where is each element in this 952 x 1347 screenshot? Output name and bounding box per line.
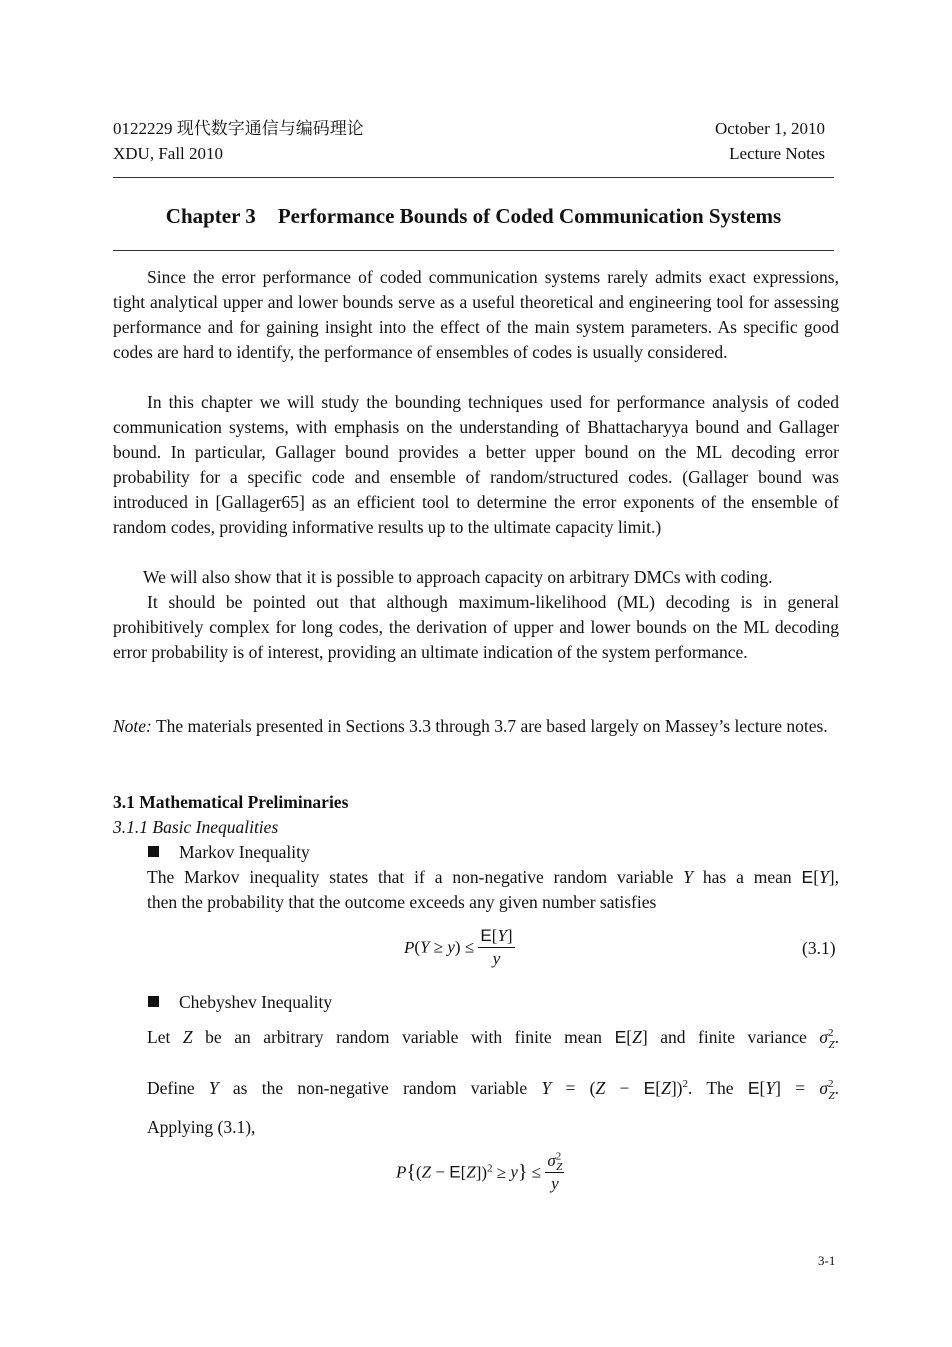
- markov-equation: P(Y ≥ y) ≤ $\frac{E[Y]}{y}$: [404, 926, 513, 968]
- chebyshev-line-2: Define Y as the non-negative random variable $Y = (Z - E[Z])^2$. The $E[Y] = \sigma^2_Z$.: [147, 1078, 839, 1102]
- note-text: The materials presented in Sections 3.3 through 3.7 are based largely on Massey’s lecture notes.: [151, 716, 828, 736]
- bullet-markov: [148, 840, 310, 865]
- markov-line-1: The Markov inequality states that if a non-negative random variable Y has a mean E[Y],: [147, 867, 839, 887]
- chebyshev-line-1: Let Z be an arbitrary random variable with finite mean E[Z] and finite variance $\sigma^2_Z$.: [147, 1027, 839, 1051]
- intro-paragraph-4: It should be pointed out that although maximum-likelihood (ML) decoding is in general prohibitively complex for long codes, the derivation of upper and lower bounds on the ML decoding error probability is of interest, providing an ultimate indication of the system performance.: [113, 592, 839, 662]
- intro-paragraph-3: We will also show that it is possible to approach capacity on arbitrary DMCs with coding.: [143, 567, 773, 587]
- course-code: 0122229 现代数字通信与编码理论: [113, 119, 364, 138]
- intro-paragraph-1: Since the error performance of coded communication systems rarely admits exact expressions, tight analytical upper and lower bounds serve as a useful theoretical and engineering tool for assessing performance and for gaining insight into the effect of the main system parameters. As specific good codes are hard to identify, the performance of ensembles of codes is usually considered.: [113, 267, 839, 362]
- lecture-date: October 1, 2010: [714, 119, 825, 138]
- markov-heading: Markov Inequality: [179, 842, 310, 862]
- square-bullet-icon: [148, 996, 159, 1007]
- doc-type: Lecture Notes: [729, 144, 825, 163]
- note-label: Note:: [113, 716, 152, 736]
- page-number: 3-1: [818, 1253, 836, 1268]
- chebyshev-line-3: Applying (3.1),: [147, 1117, 256, 1137]
- square-bullet-icon: [148, 846, 159, 857]
- note-paragraph: [113, 714, 839, 739]
- equation-number: (3.1): [802, 938, 836, 958]
- chapter-title: [113, 202, 834, 230]
- intro-paragraph-2: In this chapter we will study the bounding techniques used for performance analysis of coded communication systems, with emphasis on the understanding of Bhattacharyya bound and Gallager bound. In particular, Gallager bound provides a better upper bound on the ML decoding error probability for a specific code and ensemble of random/structured codes. (Gallager bound was introduced in [Gallager65] as an efficient tool to determine the error exponents of the ensemble of random codes, providing informative results up to the ultimate capacity limit.): [113, 392, 839, 537]
- chapter-rule: [113, 250, 834, 251]
- markov-line-2: then the probability that the outcome exceeds any given number satisfies: [147, 892, 657, 912]
- chapter-number: Chapter 3: [165, 204, 256, 228]
- bullet-chebyshev: [148, 990, 332, 1015]
- chebyshev-equation: $P\{(Z - E[Z])^2 \ge y\}$ ≤ $\frac{\sigma^2_Z}{y}$: [396, 1150, 563, 1193]
- chapter-name: Performance Bounds of Coded Communication Systems: [277, 204, 782, 228]
- section-heading: 3.1 Mathematical Preliminaries: [113, 792, 349, 812]
- markov-text: [147, 865, 839, 915]
- term: XDU, Fall 2010: [113, 144, 224, 163]
- chebyshev-heading: Chebyshev Inequality: [179, 992, 333, 1012]
- header-rule: [113, 177, 834, 178]
- subsection-heading: 3.1.1 Basic Inequalities: [113, 817, 279, 837]
